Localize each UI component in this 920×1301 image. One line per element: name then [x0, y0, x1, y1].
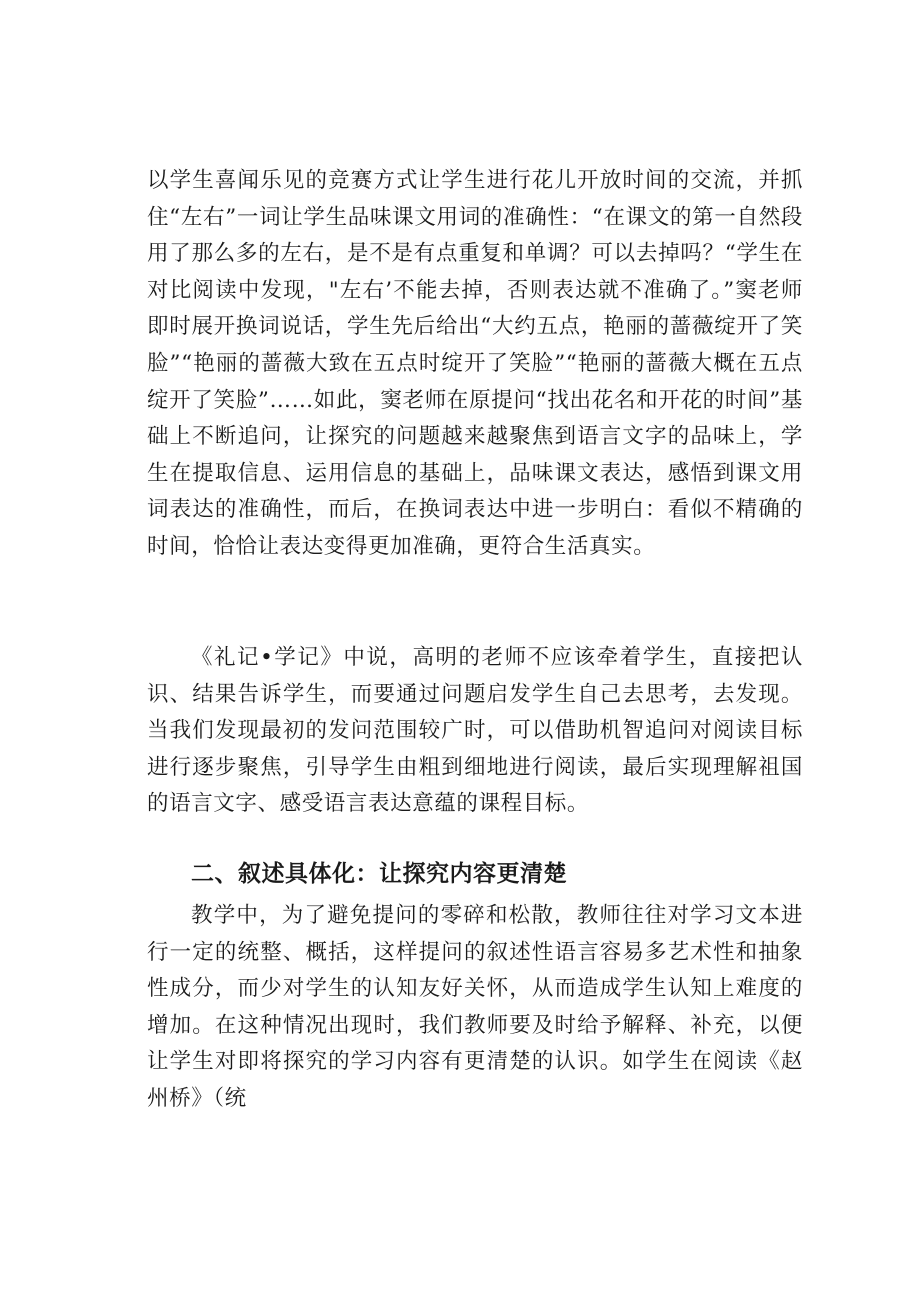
section-heading: 二、叙述具体化：让探究内容更清楚: [191, 861, 567, 887]
body-paragraph-2: 《礼记•学记》中说，高明的老师不应该牵着学生，直接把认识、结果告诉学生，而要通过问题启发学生自己去思考，去发现。当我们发现最初的发问范围较广时，可以借助机智追问对阅读目标进行逐步聚焦，引导学生由粗到细地进行阅读，最后实现理解祖国的语言文字、感受语言表达意蕴的课程目标。: [147, 645, 803, 817]
body-paragraph-3: 教学中，为了避免提问的零碎和松散，教师往往对学习文本进行一定的统整、概括，这样提问的叙述性语言容易多艺术性和抽象性成分，而少对学生的认知友好关怀，从而造成学生认知上难度的增加。在这种情况出现时，我们教师要及时给予解释、补充，以便让学生对即将探究的学习内容有更清楚的认识。如学生在阅读《赵州桥》（统: [147, 903, 803, 1111]
body-paragraph-1: 以学生喜闻乐见的竞赛方式让学生进行花儿开放时间的交流，并抓住“左右”一词让学生品味课文用词的准确性：“在课文的第一自然段用了那么多的左右，是不是有点重复和单调？可以去掉吗？“学生在对比阅读中发现，"左右’不能去掉，否则表达就不准确了。”窦老师即时展开换词说话，学生先后给出“大约五点，艳丽的蔷薇绽开了笑脸”“艳丽的蔷薇大致在五点时绽开了笑脸”“艳丽的蔷薇大概在五点绽开了笑脸”……如此，窦老师在原提问“找出花名和开花的时间”基础上不断追问，让探究的问题越来越聚焦到语言文字的品味上，学生在提取信息、运用信息的基础上，品味课文表达，感悟到课文用词表达的准确性，而后，在换词表达中进一步明白：看似不精确的时间，恰恰让表达变得更加准确，更符合生活真实。: [147, 168, 803, 559]
